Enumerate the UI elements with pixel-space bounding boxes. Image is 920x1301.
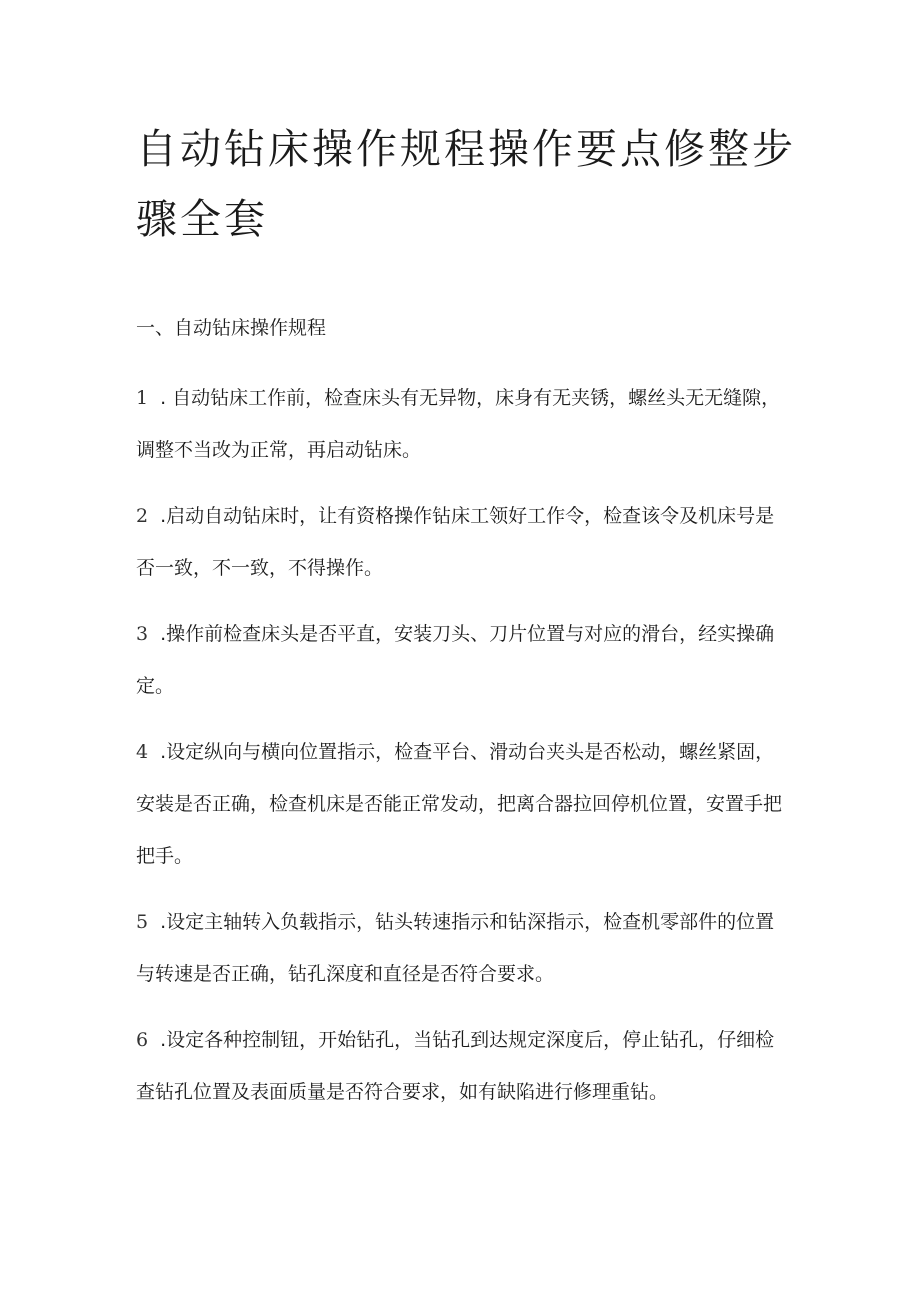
item-number: 1 xyxy=(136,387,149,409)
list-item xyxy=(136,896,791,1000)
list-item xyxy=(136,608,791,712)
list-item xyxy=(136,372,791,476)
item-text: . 自动钻床工作前，检查床头有无异物，床身有无夹锈，螺丝头无无缝隙，调整不当改为正常，再启动钻床。 xyxy=(136,387,781,461)
item-text: .启动自动钻床时，让有资格操作钻床工领好工作令，检查该令及机床号是否一致，不一致，不得操作。 xyxy=(136,505,775,579)
item-text: .设定主轴转入负载指示，钻头转速指示和钻深指示，检查机零部件的位置与转速是否正确，钻孔深度和直径是否符合要求。 xyxy=(136,911,775,985)
item-text: .设定纵向与横向位置指示，检查平台、滑动台夹头是否松动，螺丝紧固，安装是否正确，检查机床是否能正常发动，把离合器拉回停机位置，安置手把把手。 xyxy=(136,741,783,867)
item-number: 5 xyxy=(136,911,149,933)
item-text: .操作前检查床头是否平直，安装刀头、刀片位置与对应的滑台，经实操确定。 xyxy=(136,623,775,697)
item-number: 3 xyxy=(136,623,149,645)
list-item xyxy=(136,490,791,594)
item-text: .设定各种控制钮，开始钻孔，当钻孔到达规定深度后，停止钻孔，仔细检查钻孔位置及表面质量是否符合要求，如有缺陷进行修理重钻。 xyxy=(136,1029,775,1103)
document-title: 自动钻床操作规程操作要点修整步骤全套 xyxy=(136,125,796,243)
item-number: 2 xyxy=(136,505,149,527)
list-item xyxy=(136,726,791,882)
item-number: 4 xyxy=(136,741,149,763)
list-item xyxy=(136,1014,791,1118)
item-number: 6 xyxy=(136,1029,149,1051)
section-heading: 一、自动钻床操作规程 xyxy=(136,317,327,339)
